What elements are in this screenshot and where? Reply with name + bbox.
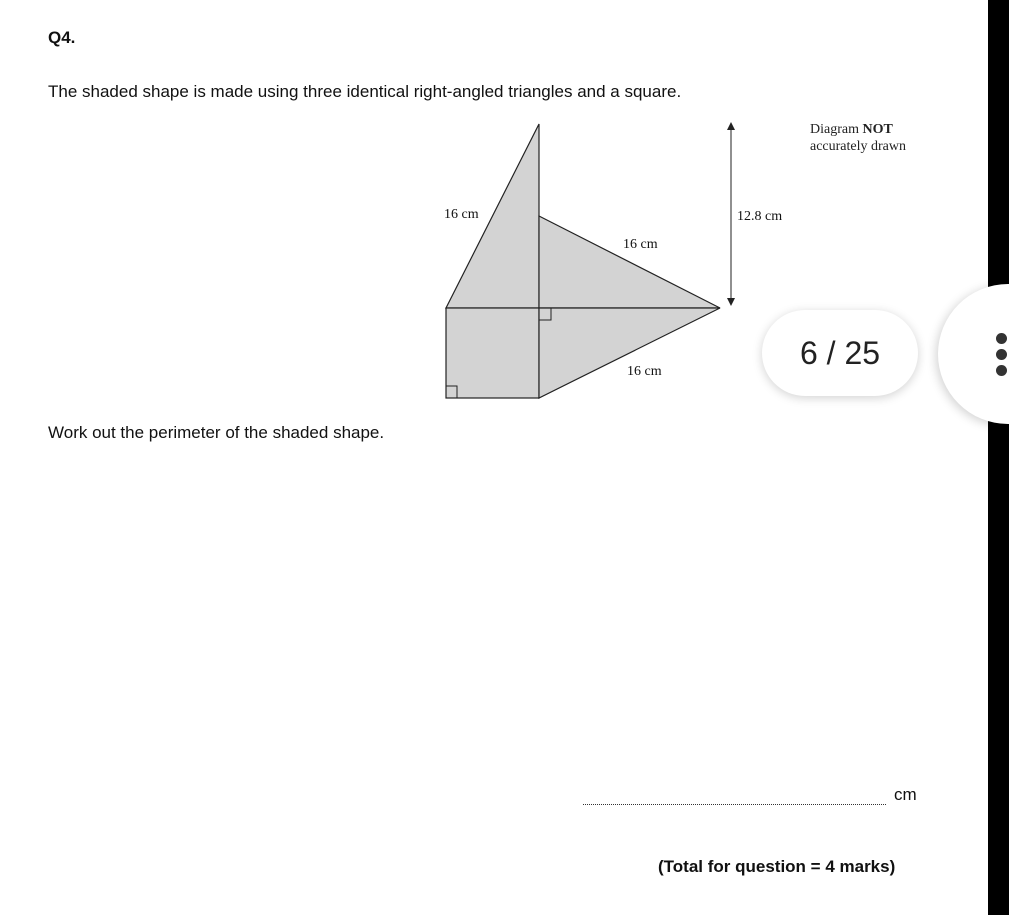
answer-line bbox=[583, 785, 917, 805]
square bbox=[446, 308, 539, 398]
note-bold: NOT bbox=[862, 122, 893, 137]
label-left-hypotenuse: 16 cm bbox=[444, 207, 479, 222]
page-indicator: 6 / 25 bbox=[762, 310, 918, 396]
label-upper-hypotenuse: 16 cm bbox=[623, 237, 658, 252]
answer-unit: cm bbox=[894, 785, 917, 804]
answer-dotted-line[interactable] bbox=[583, 790, 886, 805]
label-height: 12.8 cm bbox=[737, 209, 783, 224]
question-intro: The shaded shape is made using three identical right-angled triangles and a square. bbox=[48, 82, 682, 101]
more-vertical-icon[interactable] bbox=[996, 333, 1008, 377]
shaded-shape-diagram bbox=[420, 112, 810, 412]
arrow-up-icon bbox=[727, 122, 735, 130]
arrow-down-icon bbox=[727, 298, 735, 306]
label-lower-hypotenuse: 16 cm bbox=[627, 364, 662, 379]
lower-right-triangle bbox=[539, 308, 720, 398]
question-instruction: Work out the perimeter of the shaded shape. bbox=[48, 423, 385, 442]
note-line2: accurately drawn bbox=[810, 139, 906, 154]
question-number: Q4. bbox=[48, 28, 76, 47]
upper-right-triangle bbox=[539, 216, 720, 308]
note-line1: Diagram bbox=[810, 122, 859, 137]
diagram-note bbox=[810, 121, 906, 155]
question-total: (Total for question = 4 marks) bbox=[658, 857, 896, 876]
right-edge-bar bbox=[988, 0, 1009, 915]
